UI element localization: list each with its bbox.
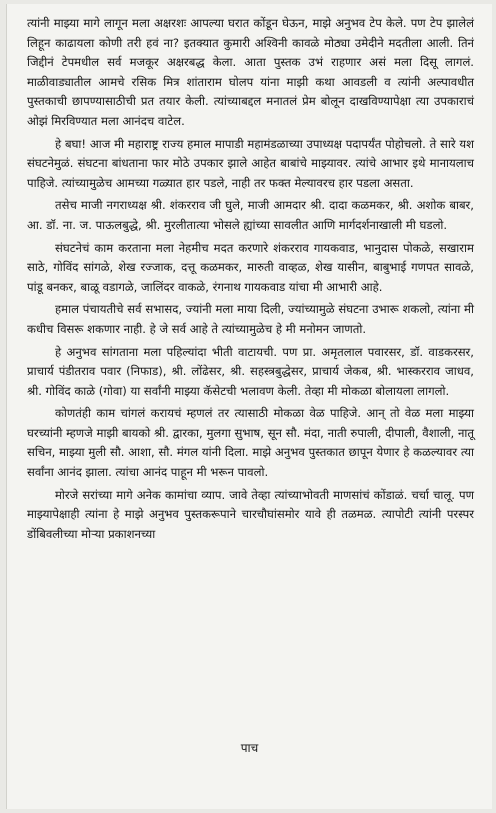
paragraph-8: मोरजे सरांच्या मागे अनेक कामांचा व्याप. जावे तेव्हा त्यांच्याभोवती माणसांचं कोंडाळं. चर्चा चालू. पण माझ्यापेक्षाही त्यांना हे माझे अनुभव पुस्तकरूपाने चारचौघांसमोर यावे ही तळमळ. त्यापोटी त्यांनी परस्पर डोंबिवलीच्या मोऱ्या प्रकाशनच्या <box>27 487 474 541</box>
paragraph-7: कोणतंही काम चांगलं करायचं म्हणलं तर त्यासाठी मोकळा वेळ पाहिजे. आन् तो वेळ मला माझ्या घरच्यांनी म्हणजे माझी बायको श्री. द्वारका, मुलगा सुभाष, सून सौ. मंदा, नाती रुपाली, दीपाली, वैशाली, नातू सचिन, माझ्या मुली सौ. आशा, सौ. मंगल यांनी दिला. माझे अनुभव पुस्तकात छापून येणार हे कळल्यावर त्या सर्वांना आनंद झाला. त्यांचा आनंद पाहून मी भरून पावलो. <box>27 406 474 480</box>
paragraph-6: हे अनुभव सांगताना मला पहिल्यांदा भीती वाटायची. पण प्रा. अमृतलाल पवारसर, डॉ. वाडकरसर, प्राचार्य पंडीतराव पवार (निफाड), श्री. लोंढेसर, श्री. सहस्त्रबुद्धेसर, प्राचार्य जेकब, श्री. भास्करराव जाधव, श्री. गोविंद काळे (गोवा) या सर्वांनी माझ्या कॅसेटची भलावण केली. तेव्हा मी मोकळा बोलायला लागलो. <box>27 344 474 398</box>
page-number: पाच <box>240 741 259 755</box>
paragraph-3: तसेच माजी नगराध्यक्ष श्री. शंकरराव जी घुले, माजी आमदार श्री. दादा कळमकर, श्री. अशोक बाबर, आ. डॉ. ना. ज. पाऊलबुद्धे, श्री. मुरलीतात्या भोसले ह्यांच्या सावलीत आणि मार्गदर्शनाखाली मी घडलो. <box>27 198 474 232</box>
paragraph-1: त्यांनी माझ्या मागे लागून मला अक्षरशः आपल्या घरात कोंडून घेऊन, माझे अनुभव टेप केले. पण टेप झालेलं लिहून काढायला कोणी तरी हवं ना? इतक्यात कुमारी अश्विनी कावळे मोठ्या उमेदीने मदतीला आली. तिनं जिद्दीनं टेपमधील सर्व मजकूर अक्षरबद्ध केला. आता पुस्तक उभं राहणार असं मला दिसू लागलं. माळीवाड्यातील आमचे रसिक मित्र शांताराम घोलप यांना माझी कथा आवडली व त्यांनी अल्पावधीत पुस्तकाची छापण्यासाठीची प्रत तयार केली. त्यांच्याबद्दल मनातलं प्रेम बोलून दाखविण्यापेक्षा त्या उपकाराचं ओझं मिरविण्यात मला आनंदच वाटेल. <box>27 16 474 128</box>
paragraph-5: हमाल पंचायतीचे सर्व सभासद, ज्यांनी मला माया दिली, ज्यांच्यामुळे संघटना उभारू शकलो, त्यांना मी कधीच विसरू शकणार नाही. हे जे सर्व आहे ते त्यांच्यामुळेच हे मी मनोमन जाणतो. <box>27 302 474 336</box>
paragraph-4: संघटनेचं काम करताना मला नेहमीच मदत करणारे शंकरराव गायकवाड, भानुदास पोकळे, सखाराम साठे, गोविंद सांगळे, शेख रज्जाक, दत्तू कळमकर, मारुती वाव्हळ, शेख यासीन, बाबुभाई गणपत सावळे, पांडू बनकर, बाळू वडागळे, जालिंदर वाकळे, रंगनाथ गायकवाड यांचा मी आभारी आहे. <box>27 240 474 294</box>
paragraph-2: हे बघा! आज मी महाराष्ट्र राज्य हमाल मापाडी महामंडळाच्या उपाध्यक्ष पदापर्यंत पोहोचलो. ते सारे यश संघटनेमुळं. संघटना बांधताना फार मोठे उपकार झाले आहेत बाबांचे माझ्यावर. त्यांचे आभार इथे मानायलाच पाहिजे. त्यांच्यामुळेच आमच्या गळ्यात हार पडले, नाही तर फक्त मेल्यावरच हार पडला असता. <box>27 136 474 190</box>
book-page <box>6 4 492 809</box>
body-text <box>27 14 474 547</box>
